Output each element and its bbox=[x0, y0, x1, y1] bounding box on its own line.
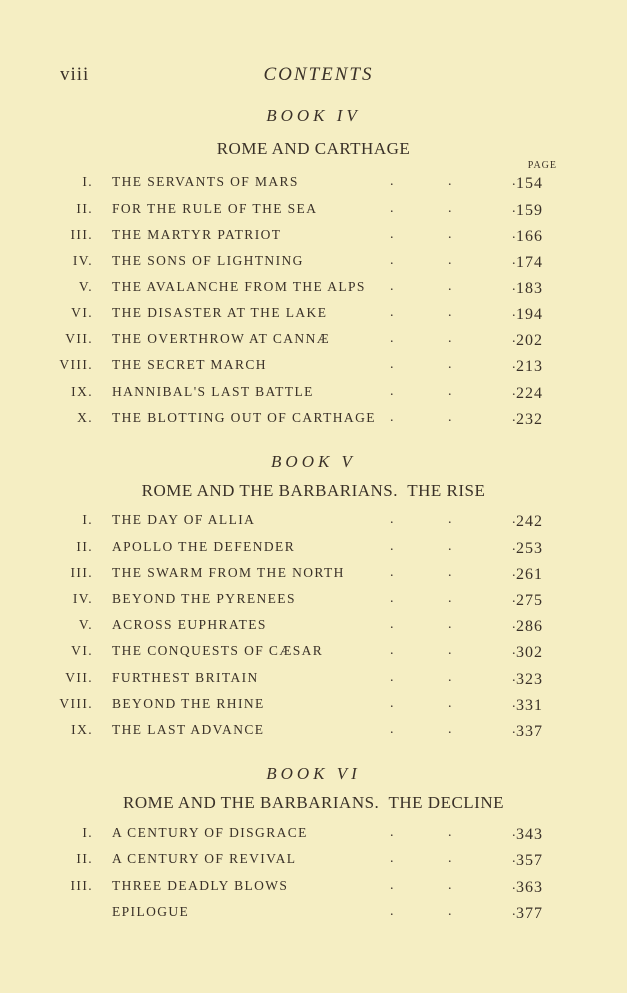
chapter-title: HANNIBAL'S LAST BATTLE bbox=[112, 384, 314, 399]
toc-entry bbox=[0, 512, 627, 534]
toc-entry bbox=[0, 591, 627, 613]
chapter-page-number: 331 bbox=[516, 697, 543, 714]
toc-entry bbox=[0, 696, 627, 718]
chapter-number: VI. bbox=[71, 305, 93, 320]
leader-dot: . bbox=[448, 591, 453, 606]
chapter-number: VIII. bbox=[59, 696, 93, 711]
leader-dot: . bbox=[390, 512, 395, 527]
leader-dot: . bbox=[448, 357, 453, 372]
chapter-page-number: 275 bbox=[516, 592, 543, 609]
leader-dot: . bbox=[448, 825, 453, 840]
leader-dot: . bbox=[448, 410, 453, 425]
chapter-number: VIII. bbox=[59, 357, 93, 372]
leader-dot: . bbox=[512, 357, 517, 372]
chapter-page-number: 286 bbox=[516, 618, 543, 635]
chapter-title: THE SWARM FROM THE NORTH bbox=[112, 565, 345, 580]
leader-dot: . bbox=[390, 565, 395, 580]
toc-entry bbox=[0, 643, 627, 665]
chapter-page-number: 323 bbox=[516, 671, 543, 688]
chapter-page-number: 377 bbox=[516, 905, 543, 922]
chapter-number: II. bbox=[76, 539, 93, 554]
page-title: CONTENTS bbox=[263, 64, 374, 85]
book-subtitle: ROME AND THE BARBARIANS. THE DECLINE bbox=[122, 793, 505, 812]
chapter-title: THE MARTYR PATRIOT bbox=[112, 227, 282, 242]
leader-dot: . bbox=[390, 696, 395, 711]
leader-dot: . bbox=[512, 851, 517, 866]
chapter-number: VII. bbox=[65, 331, 93, 346]
toc-entry bbox=[0, 253, 627, 275]
chapter-number: V. bbox=[78, 617, 93, 632]
leader-dot: . bbox=[448, 617, 453, 632]
toc-entry bbox=[0, 384, 627, 406]
toc-entry bbox=[0, 565, 627, 587]
chapter-number: I. bbox=[82, 174, 93, 189]
leader-dot: . bbox=[512, 904, 517, 919]
chapter-page-number: 202 bbox=[516, 332, 543, 349]
leader-dot: . bbox=[448, 670, 453, 685]
chapter-page-number: 363 bbox=[516, 879, 543, 896]
chapter-page-number: 343 bbox=[516, 826, 543, 843]
leader-dot: . bbox=[390, 643, 395, 658]
leader-dot: . bbox=[390, 722, 395, 737]
leader-dot: . bbox=[448, 851, 453, 866]
leader-dot: . bbox=[448, 722, 453, 737]
leader-dot: . bbox=[390, 331, 395, 346]
toc-entry bbox=[0, 670, 627, 692]
toc-entry bbox=[0, 357, 627, 379]
leader-dot: . bbox=[448, 878, 453, 893]
chapter-number: IX. bbox=[71, 722, 93, 737]
chapter-number: V. bbox=[78, 279, 93, 294]
chapter-page-number: 337 bbox=[516, 723, 543, 740]
page-column-label: PAGE bbox=[527, 160, 557, 171]
leader-dot: . bbox=[390, 201, 395, 216]
toc-entry bbox=[0, 279, 627, 301]
leader-dot: . bbox=[390, 174, 395, 189]
leader-dot: . bbox=[512, 643, 517, 658]
chapter-page-number: 253 bbox=[516, 540, 543, 557]
leader-dot: . bbox=[448, 279, 453, 294]
leader-dot: . bbox=[512, 617, 517, 632]
leader-dot: . bbox=[390, 670, 395, 685]
leader-dot: . bbox=[390, 410, 395, 425]
leader-dot: . bbox=[390, 878, 395, 893]
leader-dot: . bbox=[512, 512, 517, 527]
leader-dot: . bbox=[512, 227, 517, 242]
leader-dot: . bbox=[448, 512, 453, 527]
leader-dot: . bbox=[448, 643, 453, 658]
leader-dot: . bbox=[448, 331, 453, 346]
chapter-page-number: 213 bbox=[516, 358, 543, 375]
leader-dot: . bbox=[390, 539, 395, 554]
chapter-title: THE SECRET MARCH bbox=[112, 357, 267, 372]
chapter-title: BEYOND THE RHINE bbox=[112, 696, 265, 711]
leader-dot: . bbox=[512, 279, 517, 294]
leader-dot: . bbox=[390, 357, 395, 372]
chapter-page-number: 166 bbox=[516, 228, 543, 245]
toc-entry bbox=[0, 722, 627, 744]
toc-entry bbox=[0, 305, 627, 327]
chapter-page-number: 232 bbox=[516, 411, 543, 428]
leader-dot: . bbox=[512, 696, 517, 711]
chapter-page-number: 357 bbox=[516, 852, 543, 869]
leader-dot: . bbox=[448, 904, 453, 919]
chapter-title: BEYOND THE PYRENEES bbox=[112, 591, 296, 606]
chapter-page-number: 154 bbox=[516, 175, 543, 192]
chapter-title: ACROSS EUPHRATES bbox=[112, 617, 267, 632]
leader-dot: . bbox=[512, 539, 517, 554]
leader-dot: . bbox=[448, 539, 453, 554]
leader-dot: . bbox=[512, 565, 517, 580]
book-heading: BOOK IV bbox=[266, 106, 361, 125]
leader-dot: . bbox=[512, 722, 517, 737]
leader-dot: . bbox=[512, 331, 517, 346]
chapter-title: THREE DEADLY BLOWS bbox=[112, 878, 289, 893]
chapter-number: II. bbox=[76, 201, 93, 216]
chapter-number: III. bbox=[70, 878, 93, 893]
leader-dot: . bbox=[512, 384, 517, 399]
leader-dot: . bbox=[512, 201, 517, 216]
leader-dot: . bbox=[512, 410, 517, 425]
leader-dot: . bbox=[512, 253, 517, 268]
chapter-title: THE SERVANTS OF MARS bbox=[112, 174, 299, 189]
toc-entry bbox=[0, 227, 627, 249]
chapter-number: IX. bbox=[71, 384, 93, 399]
chapter-title: THE DAY OF ALLIA bbox=[112, 512, 256, 527]
chapter-title: A CENTURY OF REVIVAL bbox=[112, 851, 297, 866]
chapter-number: IV. bbox=[72, 591, 93, 606]
leader-dot: . bbox=[448, 253, 453, 268]
chapter-title: APOLLO THE DEFENDER bbox=[112, 539, 296, 554]
leader-dot: . bbox=[390, 825, 395, 840]
leader-dot: . bbox=[512, 305, 517, 320]
chapter-title: EPILOGUE bbox=[112, 904, 190, 919]
chapter-number: VII. bbox=[65, 670, 93, 685]
leader-dot: . bbox=[390, 279, 395, 294]
chapter-title: A CENTURY OF DISGRACE bbox=[112, 825, 308, 840]
chapter-page-number: 261 bbox=[516, 566, 543, 583]
toc-entry bbox=[0, 201, 627, 223]
chapter-title: THE SONS OF LIGHTNING bbox=[112, 253, 304, 268]
chapter-page-number: 159 bbox=[516, 202, 543, 219]
chapter-title: THE LAST ADVANCE bbox=[112, 722, 265, 737]
toc-entry bbox=[0, 539, 627, 561]
chapter-number: X. bbox=[77, 410, 93, 425]
leader-dot: . bbox=[512, 174, 517, 189]
leader-dot: . bbox=[512, 825, 517, 840]
leader-dot: . bbox=[390, 227, 395, 242]
chapter-page-number: 174 bbox=[516, 254, 543, 271]
toc-entry bbox=[0, 331, 627, 353]
leader-dot: . bbox=[448, 201, 453, 216]
chapter-title: THE DISASTER AT THE LAKE bbox=[112, 305, 328, 320]
leader-dot: . bbox=[512, 878, 517, 893]
toc-entry bbox=[0, 878, 627, 900]
chapter-page-number: 242 bbox=[516, 513, 543, 530]
leader-dot: . bbox=[390, 305, 395, 320]
chapter-title: FURTHEST BRITAIN bbox=[112, 670, 259, 685]
toc-entry bbox=[0, 174, 627, 196]
chapter-number: I. bbox=[82, 825, 93, 840]
chapter-number: III. bbox=[70, 227, 93, 242]
leader-dot: . bbox=[448, 696, 453, 711]
chapter-page-number: 194 bbox=[516, 306, 543, 323]
chapter-page-number: 302 bbox=[516, 644, 543, 661]
leader-dot: . bbox=[390, 904, 395, 919]
leader-dot: . bbox=[448, 227, 453, 242]
book-subtitle: ROME AND THE BARBARIANS. THE RISE bbox=[141, 481, 486, 500]
toc-entry bbox=[0, 825, 627, 847]
page-number: viii bbox=[60, 64, 90, 85]
toc-entry bbox=[0, 410, 627, 432]
leader-dot: . bbox=[512, 591, 517, 606]
leader-dot: . bbox=[448, 565, 453, 580]
chapter-number: IV. bbox=[72, 253, 93, 268]
chapter-title: THE CONQUESTS OF CÆSAR bbox=[112, 643, 324, 658]
chapter-page-number: 224 bbox=[516, 385, 543, 402]
chapter-title: FOR THE RULE OF THE SEA bbox=[112, 201, 318, 216]
leader-dot: . bbox=[512, 670, 517, 685]
chapter-title: THE BLOTTING OUT OF CARTHAGE bbox=[112, 410, 376, 425]
toc-entry bbox=[0, 904, 627, 926]
leader-dot: . bbox=[390, 384, 395, 399]
leader-dot: . bbox=[390, 591, 395, 606]
leader-dot: . bbox=[448, 174, 453, 189]
chapter-number: VI. bbox=[71, 643, 93, 658]
book-heading: BOOK V bbox=[271, 452, 356, 471]
toc-entry bbox=[0, 851, 627, 873]
chapter-title: THE AVALANCHE FROM THE ALPS bbox=[112, 279, 366, 294]
leader-dot: . bbox=[390, 851, 395, 866]
chapter-number: I. bbox=[82, 512, 93, 527]
leader-dot: . bbox=[448, 305, 453, 320]
chapter-page-number: 183 bbox=[516, 280, 543, 297]
toc-entry bbox=[0, 617, 627, 639]
chapter-number: II. bbox=[76, 851, 93, 866]
leader-dot: . bbox=[390, 253, 395, 268]
book-subtitle: ROME AND CARTHAGE bbox=[216, 139, 411, 158]
chapter-number: III. bbox=[70, 565, 93, 580]
leader-dot: . bbox=[390, 617, 395, 632]
leader-dot: . bbox=[448, 384, 453, 399]
book-heading: BOOK VI bbox=[266, 764, 361, 783]
chapter-title: THE OVERTHROW AT CANNÆ bbox=[112, 331, 331, 346]
